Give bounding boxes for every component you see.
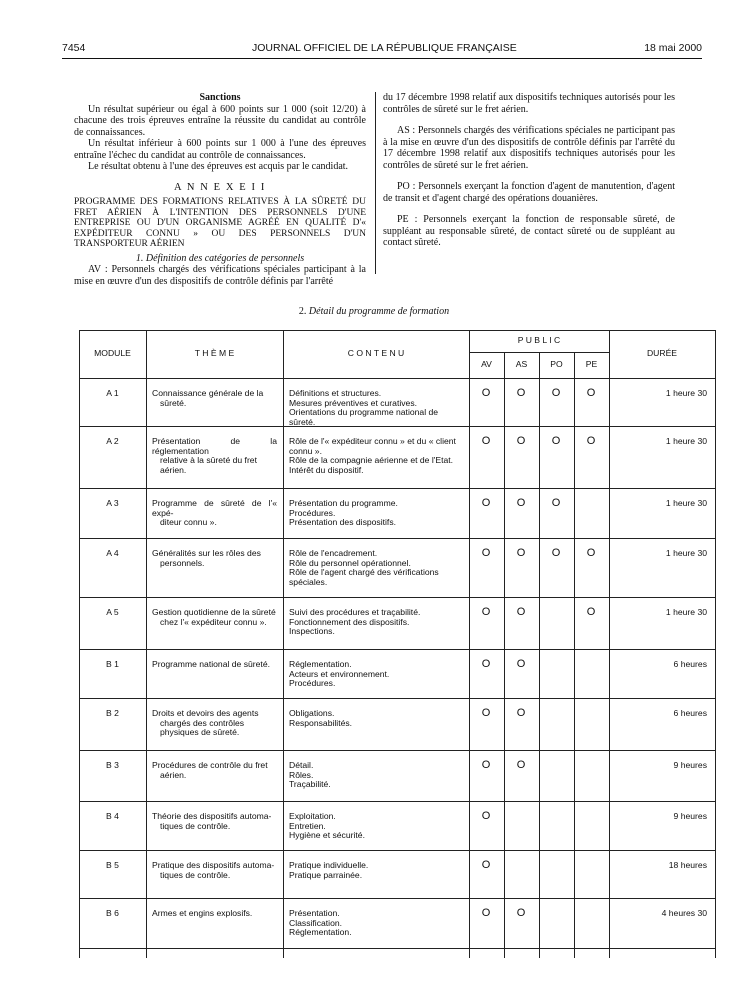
contenu-line: Rôle du personnel opérationnel. bbox=[289, 557, 411, 568]
module-code: A 1 bbox=[106, 388, 119, 398]
header-po: PO bbox=[550, 359, 563, 369]
duree-cell: 6 heures bbox=[673, 659, 707, 669]
header-rule bbox=[62, 58, 702, 59]
contenu-line: connu ». bbox=[289, 445, 322, 456]
contenu-cell bbox=[289, 389, 463, 427]
contenu-line: Inspections. bbox=[289, 626, 335, 637]
row-rule bbox=[79, 597, 715, 598]
theme-cell bbox=[152, 909, 277, 919]
contenu-cell bbox=[289, 861, 463, 880]
contenu-line: Rôle de l'encadrement. bbox=[289, 548, 378, 558]
av-definition-continued: du 17 décembre 1998 relatif aux dispositifs techniques autorisés pour les contrôles de sûreté sur le fret aérien. bbox=[383, 92, 675, 115]
public-mark-as: O bbox=[516, 907, 526, 919]
table-caption-number: 2. bbox=[298, 306, 307, 317]
contenu-line: Rôles. bbox=[289, 769, 314, 780]
module-code: B 4 bbox=[106, 811, 119, 821]
public-mark-av: O bbox=[481, 707, 491, 719]
contenu-line: Détail. bbox=[289, 760, 314, 770]
public-mark-as: O bbox=[516, 387, 526, 399]
theme-cell bbox=[152, 499, 277, 528]
public-mark-av: O bbox=[481, 387, 491, 399]
duree-cell: 1 heure 30 bbox=[665, 607, 707, 617]
table-caption bbox=[0, 306, 748, 317]
contenu-line: Classification. bbox=[289, 917, 343, 928]
public-mark-av: O bbox=[481, 810, 491, 822]
theme-cell bbox=[152, 812, 277, 831]
header-av: AV bbox=[481, 359, 492, 369]
table-caption-text: Détail du programme de formation bbox=[308, 306, 450, 317]
contenu-line: Rôle de l'« expéditeur connu » et du « client bbox=[289, 436, 456, 446]
page-header bbox=[62, 42, 702, 56]
header-as: AS bbox=[515, 359, 528, 369]
theme-line: aérien. bbox=[160, 769, 187, 780]
contenu-line: Obligations. bbox=[289, 708, 335, 718]
public-mark-as: O bbox=[516, 497, 526, 509]
contenu-line: Procédures. bbox=[289, 507, 336, 518]
theme-line: chargés des contrôles bbox=[160, 717, 245, 728]
module-code: A 5 bbox=[106, 607, 119, 617]
duree-cell: 4 heures 30 bbox=[661, 908, 707, 918]
row-rule bbox=[79, 488, 715, 489]
right-column bbox=[383, 92, 675, 259]
journal-title: JOURNAL OFFICIEL DE LA RÉPUBLIQUE FRANÇAISE bbox=[252, 42, 517, 54]
contenu-cell bbox=[289, 761, 463, 790]
public-mark-as: O bbox=[516, 658, 526, 670]
public-mark-po: O bbox=[551, 547, 561, 559]
theme-cell bbox=[152, 389, 277, 408]
sanctions-paragraph-2: Un résultat inférieur à 600 points sur 1 000 à l'une des épreuves entraîne l'échec du candidat au contrôle de connaissances. bbox=[74, 138, 366, 161]
contenu-line: Exploitation. bbox=[289, 811, 336, 821]
theme-cell bbox=[152, 608, 277, 627]
theme-line: Connaissance générale de la bbox=[152, 388, 264, 398]
row-rule bbox=[79, 948, 715, 949]
theme-line: relative à la sûreté du fret bbox=[160, 455, 257, 466]
contenu-line: Traçabilité. bbox=[289, 779, 331, 790]
module-code: A 2 bbox=[106, 436, 119, 446]
column-rule bbox=[283, 330, 284, 958]
contenu-line: Rôle de la compagnie aérienne et de l'Etat. bbox=[289, 455, 454, 466]
contenu-line: Présentation des dispositifs. bbox=[289, 517, 397, 528]
contenu-cell bbox=[289, 499, 463, 528]
duree-cell: 1 heure 30 bbox=[665, 436, 707, 446]
header-duree: DURÉE bbox=[646, 348, 678, 358]
theme-line: aérien. bbox=[160, 464, 187, 475]
public-mark-as: O bbox=[516, 547, 526, 559]
contenu-line: Responsabilités. bbox=[289, 717, 353, 728]
duree-cell: 9 heures bbox=[673, 760, 707, 770]
theme-cell bbox=[152, 437, 277, 475]
row-rule bbox=[79, 898, 715, 899]
contenu-line: Suivi des procédures et traçabilité. bbox=[289, 607, 421, 617]
contenu-line: Rôle de l'agent chargé des vérifications bbox=[289, 567, 439, 578]
duree-cell: 1 heure 30 bbox=[665, 388, 707, 398]
column-rule bbox=[715, 330, 716, 958]
theme-line: diteur connu ». bbox=[160, 517, 217, 528]
table-top-border bbox=[79, 330, 715, 331]
theme-line: chez l'« expéditeur connu ». bbox=[160, 616, 267, 627]
contenu-line: Pratique parrainée. bbox=[289, 869, 363, 880]
module-code: A 4 bbox=[106, 548, 119, 558]
row-rule bbox=[79, 801, 715, 802]
duree-cell: 1 heure 30 bbox=[665, 498, 707, 508]
duree-cell: 18 heures bbox=[668, 860, 707, 870]
public-mark-av: O bbox=[481, 606, 491, 618]
contenu-line: spéciales. bbox=[289, 576, 328, 587]
theme-cell bbox=[152, 549, 277, 568]
public-mark-pe: O bbox=[586, 435, 596, 447]
po-definition: PO : Personnels exerçant la fonction d'agent de manutention, d'agent de transit et d'agent chargé des opérations douanières. bbox=[383, 181, 675, 204]
duree-cell: 6 heures bbox=[673, 708, 707, 718]
theme-cell bbox=[152, 709, 277, 738]
public-mark-po: O bbox=[551, 387, 561, 399]
theme-line: Présentation de la réglementation bbox=[152, 436, 277, 456]
contenu-line: Mesures préventives et curatives. bbox=[289, 397, 418, 408]
duree-cell: 9 heures bbox=[673, 811, 707, 821]
public-mark-pe: O bbox=[586, 387, 596, 399]
theme-line: Théorie des dispositifs automa- bbox=[152, 811, 272, 821]
sanctions-paragraph-3: Le résultat obtenu à l'une des épreuves est acquis par le candidat. bbox=[88, 161, 349, 172]
contenu-cell bbox=[289, 437, 463, 475]
contenu-line: Acteurs et environnement. bbox=[289, 668, 390, 679]
contenu-cell bbox=[289, 549, 463, 587]
contenu-line: Intérêt du dispositif. bbox=[289, 464, 364, 475]
row-rule bbox=[79, 538, 715, 539]
theme-line: sûreté. bbox=[160, 397, 187, 408]
contenu-line: Définitions et structures. bbox=[289, 388, 382, 398]
header-public: P U B L I C bbox=[517, 335, 561, 345]
contenu-cell bbox=[289, 909, 463, 938]
public-mark-av: O bbox=[481, 859, 491, 871]
theme-line: Gestion quotidienne de la sûreté bbox=[152, 607, 276, 617]
publication-date: 18 mai 2000 bbox=[644, 42, 702, 54]
public-mark-pe: O bbox=[586, 547, 596, 559]
sanctions-paragraph-1: Un résultat supérieur ou égal à 600 points sur 1 000 (soit 12/20) à chacune des trois épreuves entraîne la réussite du candidat au contrôle de connaissances. bbox=[74, 103, 366, 138]
contenu-line: Orientations du programme national de sûreté. bbox=[289, 407, 439, 427]
public-mark-as: O bbox=[516, 707, 526, 719]
contenu-line: Entretien. bbox=[289, 820, 326, 831]
theme-cell bbox=[152, 660, 277, 670]
theme-line: personnels. bbox=[160, 557, 205, 568]
theme-line: Généralités sur les rôles des bbox=[152, 548, 261, 558]
theme-cell bbox=[152, 761, 277, 780]
public-mark-as: O bbox=[516, 435, 526, 447]
theme-line: Procédures de contrôle du fret bbox=[152, 760, 268, 770]
theme-line: Pratique des dispositifs automa- bbox=[152, 860, 275, 870]
public-mark-av: O bbox=[481, 435, 491, 447]
contenu-line: Présentation. bbox=[289, 908, 340, 918]
public-mark-po: O bbox=[551, 497, 561, 509]
module-code: B 1 bbox=[106, 659, 119, 669]
contenu-cell bbox=[289, 660, 463, 689]
module-code: B 3 bbox=[106, 760, 119, 770]
theme-line: Droits et devoirs des agents bbox=[152, 708, 259, 718]
header-theme: T H È M E bbox=[194, 348, 235, 358]
theme-line: Programme de sûreté de l'« expé- bbox=[152, 498, 277, 518]
theme-line: tiques de contrôle. bbox=[160, 820, 231, 831]
public-mark-av: O bbox=[481, 759, 491, 771]
sanctions-title: Sanctions bbox=[199, 92, 241, 103]
public-mark-av: O bbox=[481, 658, 491, 670]
module-code: B 2 bbox=[106, 708, 119, 718]
contenu-cell bbox=[289, 812, 463, 841]
theme-line: Armes et engins explosifs. bbox=[152, 908, 253, 918]
av-definition: AV : Personnels chargés des vérifications spéciales participant à la mise en œuvre d'un des dispositifs de contrôle définis par l'arrêté bbox=[74, 264, 366, 287]
header-pe: PE bbox=[585, 359, 598, 369]
theme-line: tiques de contrôle. bbox=[160, 869, 231, 880]
row-rule bbox=[79, 698, 715, 699]
public-mark-av: O bbox=[481, 547, 491, 559]
public-mark-as: O bbox=[516, 759, 526, 771]
header-module: MODULE bbox=[94, 348, 131, 358]
public-mark-av: O bbox=[481, 497, 491, 509]
module-code: A 3 bbox=[106, 498, 119, 508]
annexe-title: A N N E X E I I bbox=[174, 181, 266, 193]
contenu-line: Réglementation. bbox=[289, 927, 352, 938]
contenu-line: Présentation du programme. bbox=[289, 498, 398, 508]
theme-cell bbox=[152, 861, 277, 880]
contenu-cell bbox=[289, 608, 463, 637]
row-rule bbox=[79, 378, 715, 379]
contenu-line: Hygiène et sécurité. bbox=[289, 830, 365, 841]
page-number: 7454 bbox=[62, 42, 86, 54]
row-rule bbox=[79, 649, 715, 650]
contenu-line: Pratique individuelle. bbox=[289, 860, 369, 870]
theme-line: Programme national de sûreté. bbox=[152, 659, 270, 669]
theme-line: physiques de sûreté. bbox=[160, 727, 240, 738]
duree-cell: 1 heure 30 bbox=[665, 548, 707, 558]
contenu-line: Réglementation. bbox=[289, 659, 352, 669]
contenu-cell bbox=[289, 709, 463, 728]
left-column bbox=[74, 92, 366, 287]
contenu-line: Fonctionnement des dispositifs. bbox=[289, 616, 410, 627]
public-mark-as: O bbox=[516, 606, 526, 618]
public-mark-po: O bbox=[551, 435, 561, 447]
contenu-line: Procédures. bbox=[289, 678, 336, 689]
column-divider bbox=[375, 92, 376, 274]
module-code: B 5 bbox=[106, 860, 119, 870]
row-rule bbox=[79, 750, 715, 751]
programme-title: PROGRAMME DES FORMATIONS RELATIVES À LA SÛRETÉ DU FRET AÉRIEN À L'INTENTION DES PERSONNELS D'UNE ENTREPRISE OU D'UN ORGANISME AGRÉÉ EN QUALITÉ D'« EXPÉDITEUR CONNU » OU DES PERSONNELS D'UN TRANSPORTEUR AÉRIEN bbox=[74, 197, 366, 249]
row-rule bbox=[79, 850, 715, 851]
column-rule bbox=[146, 330, 147, 958]
definition-heading: 1. Définition des catégories de personnels bbox=[135, 252, 305, 264]
public-mark-pe: O bbox=[586, 606, 596, 618]
as-definition: AS : Personnels chargés des vérifications spéciales ne participant pas à la mise en œuvre d'un des dispositifs de contrôle définis par l'arrêté du 17 décembre 1998 relatif aux dispositifs techniques autorisés pour les contrôles de sûreté sur le fret aérien. bbox=[383, 125, 675, 171]
public-mark-av: O bbox=[481, 907, 491, 919]
header-contenu: C O N T E N U bbox=[347, 348, 405, 358]
module-code: B 6 bbox=[106, 908, 119, 918]
pe-definition: PE : Personnels exerçant la fonction de responsable sûreté, de suppléant au responsable sûreté, de contact sûreté ou de suppléant au contact sûreté. bbox=[383, 214, 675, 248]
